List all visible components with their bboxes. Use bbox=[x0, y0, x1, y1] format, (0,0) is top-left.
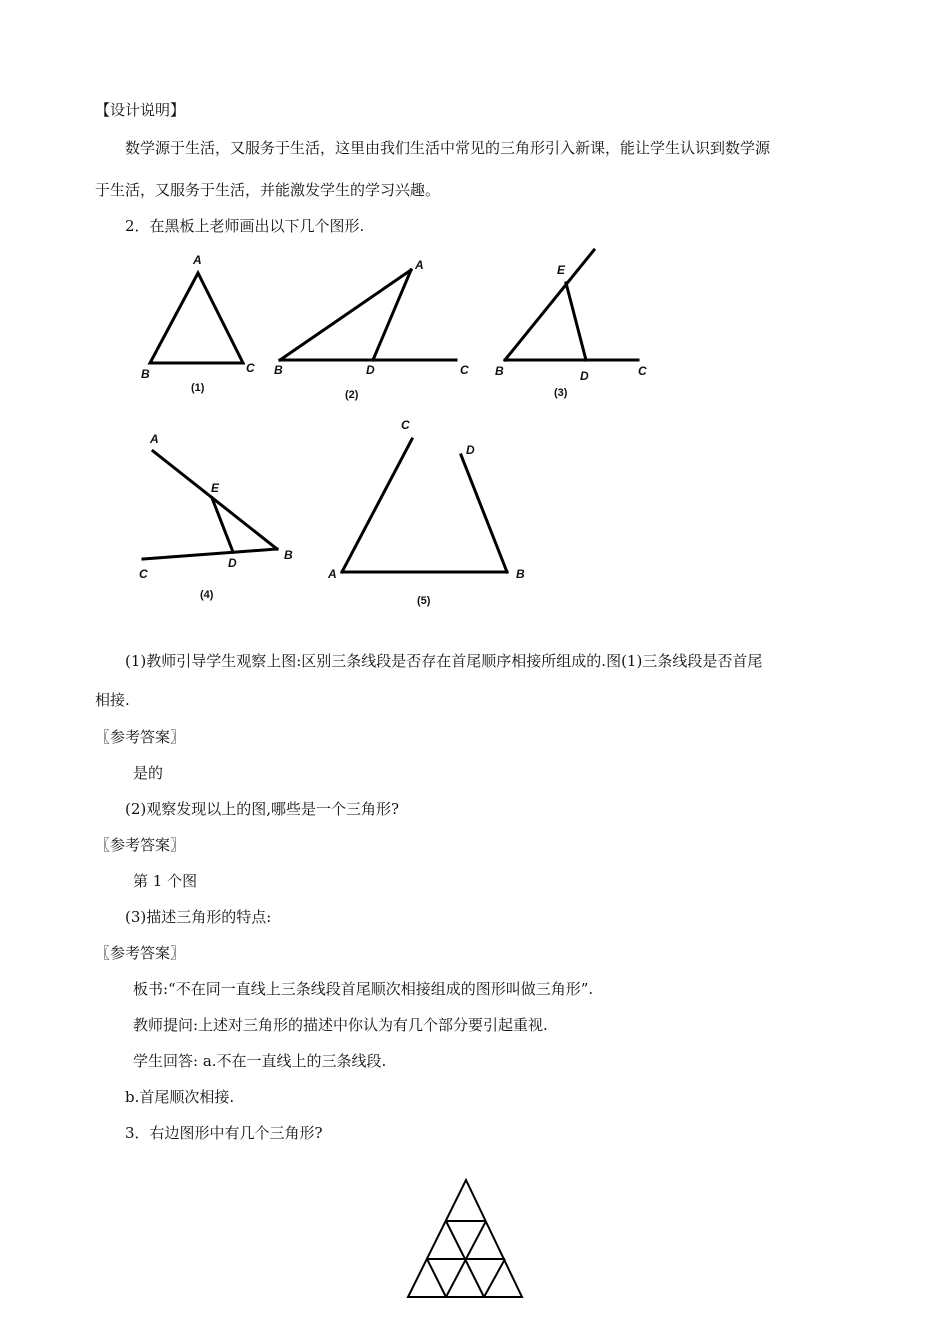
label-d: D bbox=[228, 556, 237, 570]
figure-caption: (3) bbox=[554, 387, 568, 399]
triangle-abc bbox=[150, 273, 243, 363]
design-heading: 【设计说明】 bbox=[95, 101, 186, 119]
item-3: 3．右边图形中有几个三角形? bbox=[125, 1124, 323, 1142]
figure-caption: (5) bbox=[417, 595, 431, 607]
question-2: (2)观察发现以上的图,哪些是一个三角形? bbox=[125, 800, 400, 818]
segment-cb bbox=[143, 549, 277, 559]
label-b: B bbox=[284, 548, 293, 562]
reference-answer-label: 〖参考答案〗 bbox=[95, 728, 186, 746]
question-1: (1)教师引导学生观察上图:区别三条线段是否存在首尾顺序相接所组成的.图(1)三条线段是否首尾 bbox=[125, 652, 763, 670]
student-answer-b: b.首尾顺次相接. bbox=[125, 1088, 235, 1106]
label-d: D bbox=[366, 363, 375, 377]
label-b: B bbox=[274, 363, 283, 377]
label-a: A bbox=[193, 253, 202, 267]
label-c: C bbox=[139, 567, 148, 581]
figure-caption: (1) bbox=[191, 382, 205, 394]
grid-line bbox=[427, 1259, 446, 1297]
figure-1 bbox=[135, 248, 265, 398]
reference-answer-label: 〖参考答案〗 bbox=[95, 944, 186, 962]
figure-caption: (4) bbox=[200, 589, 214, 601]
label-e: E bbox=[211, 481, 220, 495]
label-c: C bbox=[401, 418, 410, 432]
label-a: A bbox=[415, 258, 424, 272]
teacher-question: 教师提问:上述对三角形的描述中你认为有几个部分要引起重视. bbox=[133, 1016, 548, 1034]
figure-caption: (2) bbox=[345, 389, 359, 401]
label-b: B bbox=[495, 364, 504, 378]
segment-bd bbox=[461, 455, 507, 572]
answer-1: 是的 bbox=[133, 764, 164, 782]
item-2: 2．在黑板上老师画出以下几个图形. bbox=[125, 217, 365, 235]
label-d: D bbox=[580, 369, 589, 383]
label-e: E bbox=[557, 263, 566, 277]
figure-5 bbox=[320, 412, 535, 612]
answer-2: 第 1 个图 bbox=[133, 872, 198, 890]
reference-answer-label: 〖参考答案〗 bbox=[95, 836, 186, 854]
outer-triangle bbox=[408, 1180, 522, 1297]
label-c: C bbox=[460, 363, 469, 377]
triangle-grid-figure bbox=[400, 1175, 530, 1305]
label-a: A bbox=[328, 567, 337, 581]
segment-ab bbox=[153, 451, 277, 549]
student-answer-a: 学生回答: a.不在一直线上的三条线段. bbox=[133, 1052, 387, 1070]
grid-line bbox=[484, 1259, 505, 1297]
figure-3 bbox=[490, 245, 655, 405]
segment-ed bbox=[566, 283, 586, 360]
label-c: C bbox=[246, 361, 255, 375]
label-d: D bbox=[466, 443, 475, 457]
label-a: A bbox=[150, 432, 159, 446]
board-note: 板书:“不在同一直线上三条线段首尾顺次相接组成的图形叫做三角形”. bbox=[133, 980, 594, 998]
segment-ac bbox=[342, 439, 412, 572]
question-3: (3)描述三角形的特点: bbox=[125, 908, 272, 926]
figure-4 bbox=[130, 428, 305, 608]
paragraph-line: 数学源于生活，又服务于生活，这里由我们生活中常见的三角形引入新课，能让学生认识到数学源 bbox=[125, 139, 771, 157]
label-b: B bbox=[516, 567, 525, 581]
label-c: C bbox=[638, 364, 647, 378]
paragraph-line: 于生活，又服务于生活，并能激发学生的学习兴趣。 bbox=[95, 181, 441, 199]
question-1-cont: 相接. bbox=[95, 691, 130, 709]
figure-2 bbox=[268, 250, 478, 405]
label-b: B bbox=[141, 367, 150, 381]
